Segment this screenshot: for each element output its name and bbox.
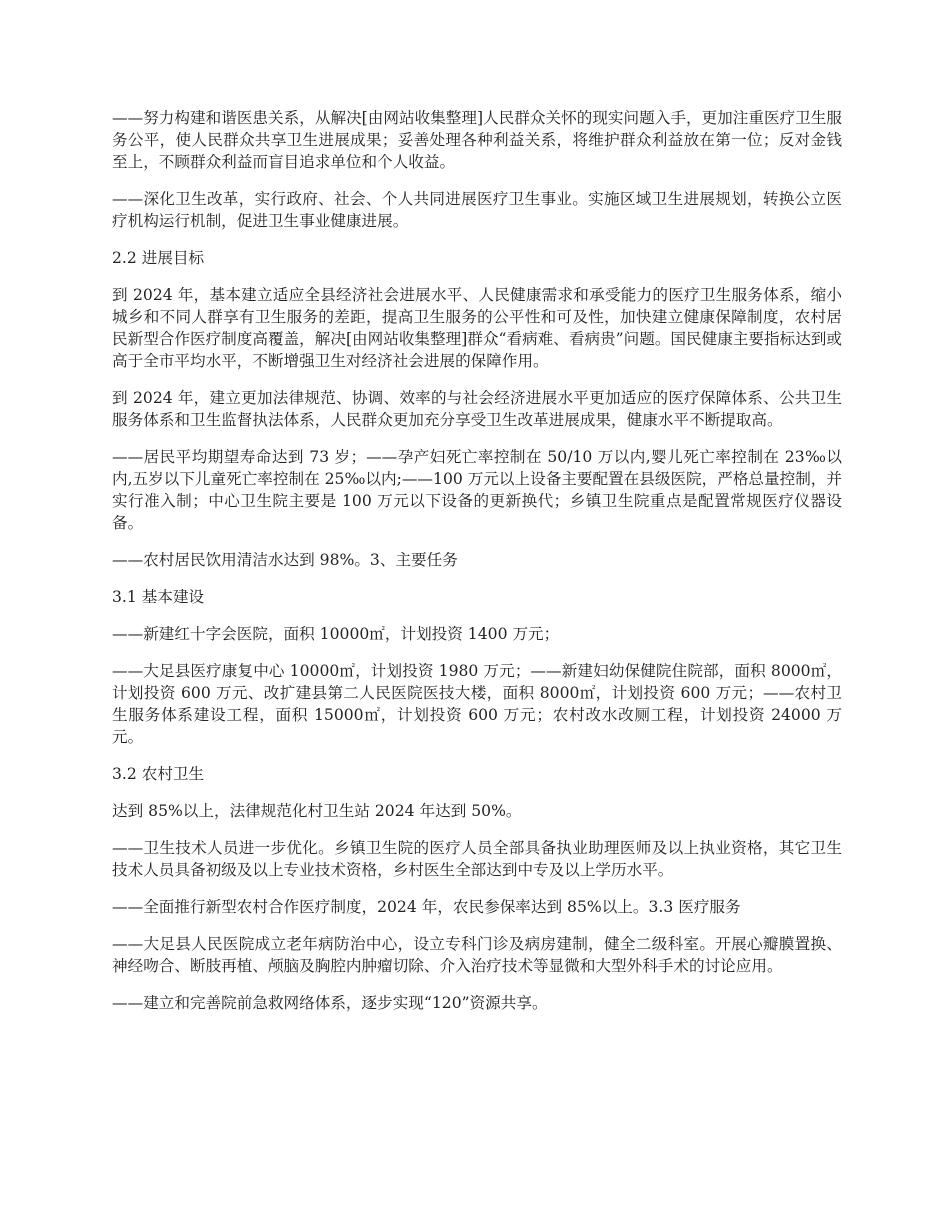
paragraph-geriatric-center: ——大足县人民医院成立老年病防治中心，设立专科门诊及病房建制，健全二级科室。开展心瓣膜置换、神经吻合、断肢再植、颅脑及胸腔内肿瘤切除、介入治疗技术等显微和大型外科手术的讨论应用。 [112,935,842,975]
section-heading-3-2: 3.2 农村卫生 [112,765,205,783]
paragraph-clean-water: ——农村居民饮用清洁水达到 98%。3、主要任务 [112,551,458,569]
paragraph-goal-service-system: 到 2024 年，基本建立适应全县经济社会进展水平、人民健康需求和承受能力的医疗卫生服务体系，缩小城乡和不同人群享有卫生服务的差距，提高卫生服务的公平性和可及性，加快建立健康保障制度，农村居民新型合作医疗制度高覆盖，解决[由网站收集整理]群众“看病难、看病贵”问题。国民健康主要指标达到或高于全市平均水平，不断增强卫生对经济社会进展的保障作用。 [112,286,842,370]
paragraph-health-indicators: ——居民平均期望寿命达到 73 岁；——孕产妇死亡率控制在 50/10 万以内,婴儿死亡率控制在 23‰以内,五岁以下儿童死亡率控制在 25‰以内;——100 万元以上设备主要配置在县级医院，严格总量控制，并实行准入制；中心卫生院主要是 100 万元以下设备的更新换代；乡镇卫生院重点是配置常规医疗仪器设备。 [112,448,842,532]
paragraph-emergency-network: ——建立和完善院前急救网络体系，逐步实现“120”资源共享。 [112,994,548,1012]
paragraph-goal-security-system: 到 2024 年，建立更加法律规范、协调、效率的与社会经济进展水平更加适应的医疗保障体系、公共卫生服务体系和卫生监督执法体系，人民群众更加充分享受卫生改革进展成果，健康水平不断提取高。 [112,389,842,429]
paragraph-staff-optimization: ——卫生技术人员进一步优化。乡镇卫生院的医疗人员全部具备执业助理医师及以上执业资格，其它卫生技术人员具备初级及以上专业技术资格，乡村医生全部达到中专及以上学历水平。 [112,839,842,879]
paragraph-construction-projects: ——大足县医疗康复中心 10000㎡，计划投资 1980 万元；——新建妇幼保健院住院部，面积 8000㎡，计划投资 600 万元、改扩建县第二人民医院医技大楼，面积 8000㎡，计划投资 600 万元；——农村卫生服务体系建设工程，面积 15000㎡，计划投资 600 万元；农村改水改厕工程，计划投资 24000 万元。 [112,662,842,746]
paragraph-cooperative-medical: ——全面推行新型农村合作医疗制度，2024 年，农民参保率达到 85%以上。3.3 医疗服务 [112,898,741,916]
document-page [112,107,842,1029]
paragraph-red-cross-hospital: ——新建红十字会医院，面积 10000㎡，计划投资 1400 万元； [112,625,560,643]
paragraph-health-reform: ——深化卫生改革，实行政府、社会、个人共同进展医疗卫生事业。实施区域卫生进展规划，转换公立医疗机构运行机制，促进卫生事业健康进展。 [112,190,842,230]
paragraph-harmonious-relations: ——努力构建和谐医患关系，从解决[由网站收集整理]人民群众关怀的现实问题入手，更加注重医疗卫生服务公平，使人民群众共享卫生进展成果；妥善处理各种利益关系，将维护群众利益放在第一位；反对金钱至上，不顾群众利益而盲目追求单位和个人收益。 [112,109,842,171]
paragraph-village-clinics: 达到 85%以上，法律规范化村卫生站 2024 年达到 50%。 [112,802,522,820]
section-heading-3-1: 3.1 基本建设 [112,588,205,606]
section-heading-2-2: 2.2 进展目标 [112,249,205,267]
